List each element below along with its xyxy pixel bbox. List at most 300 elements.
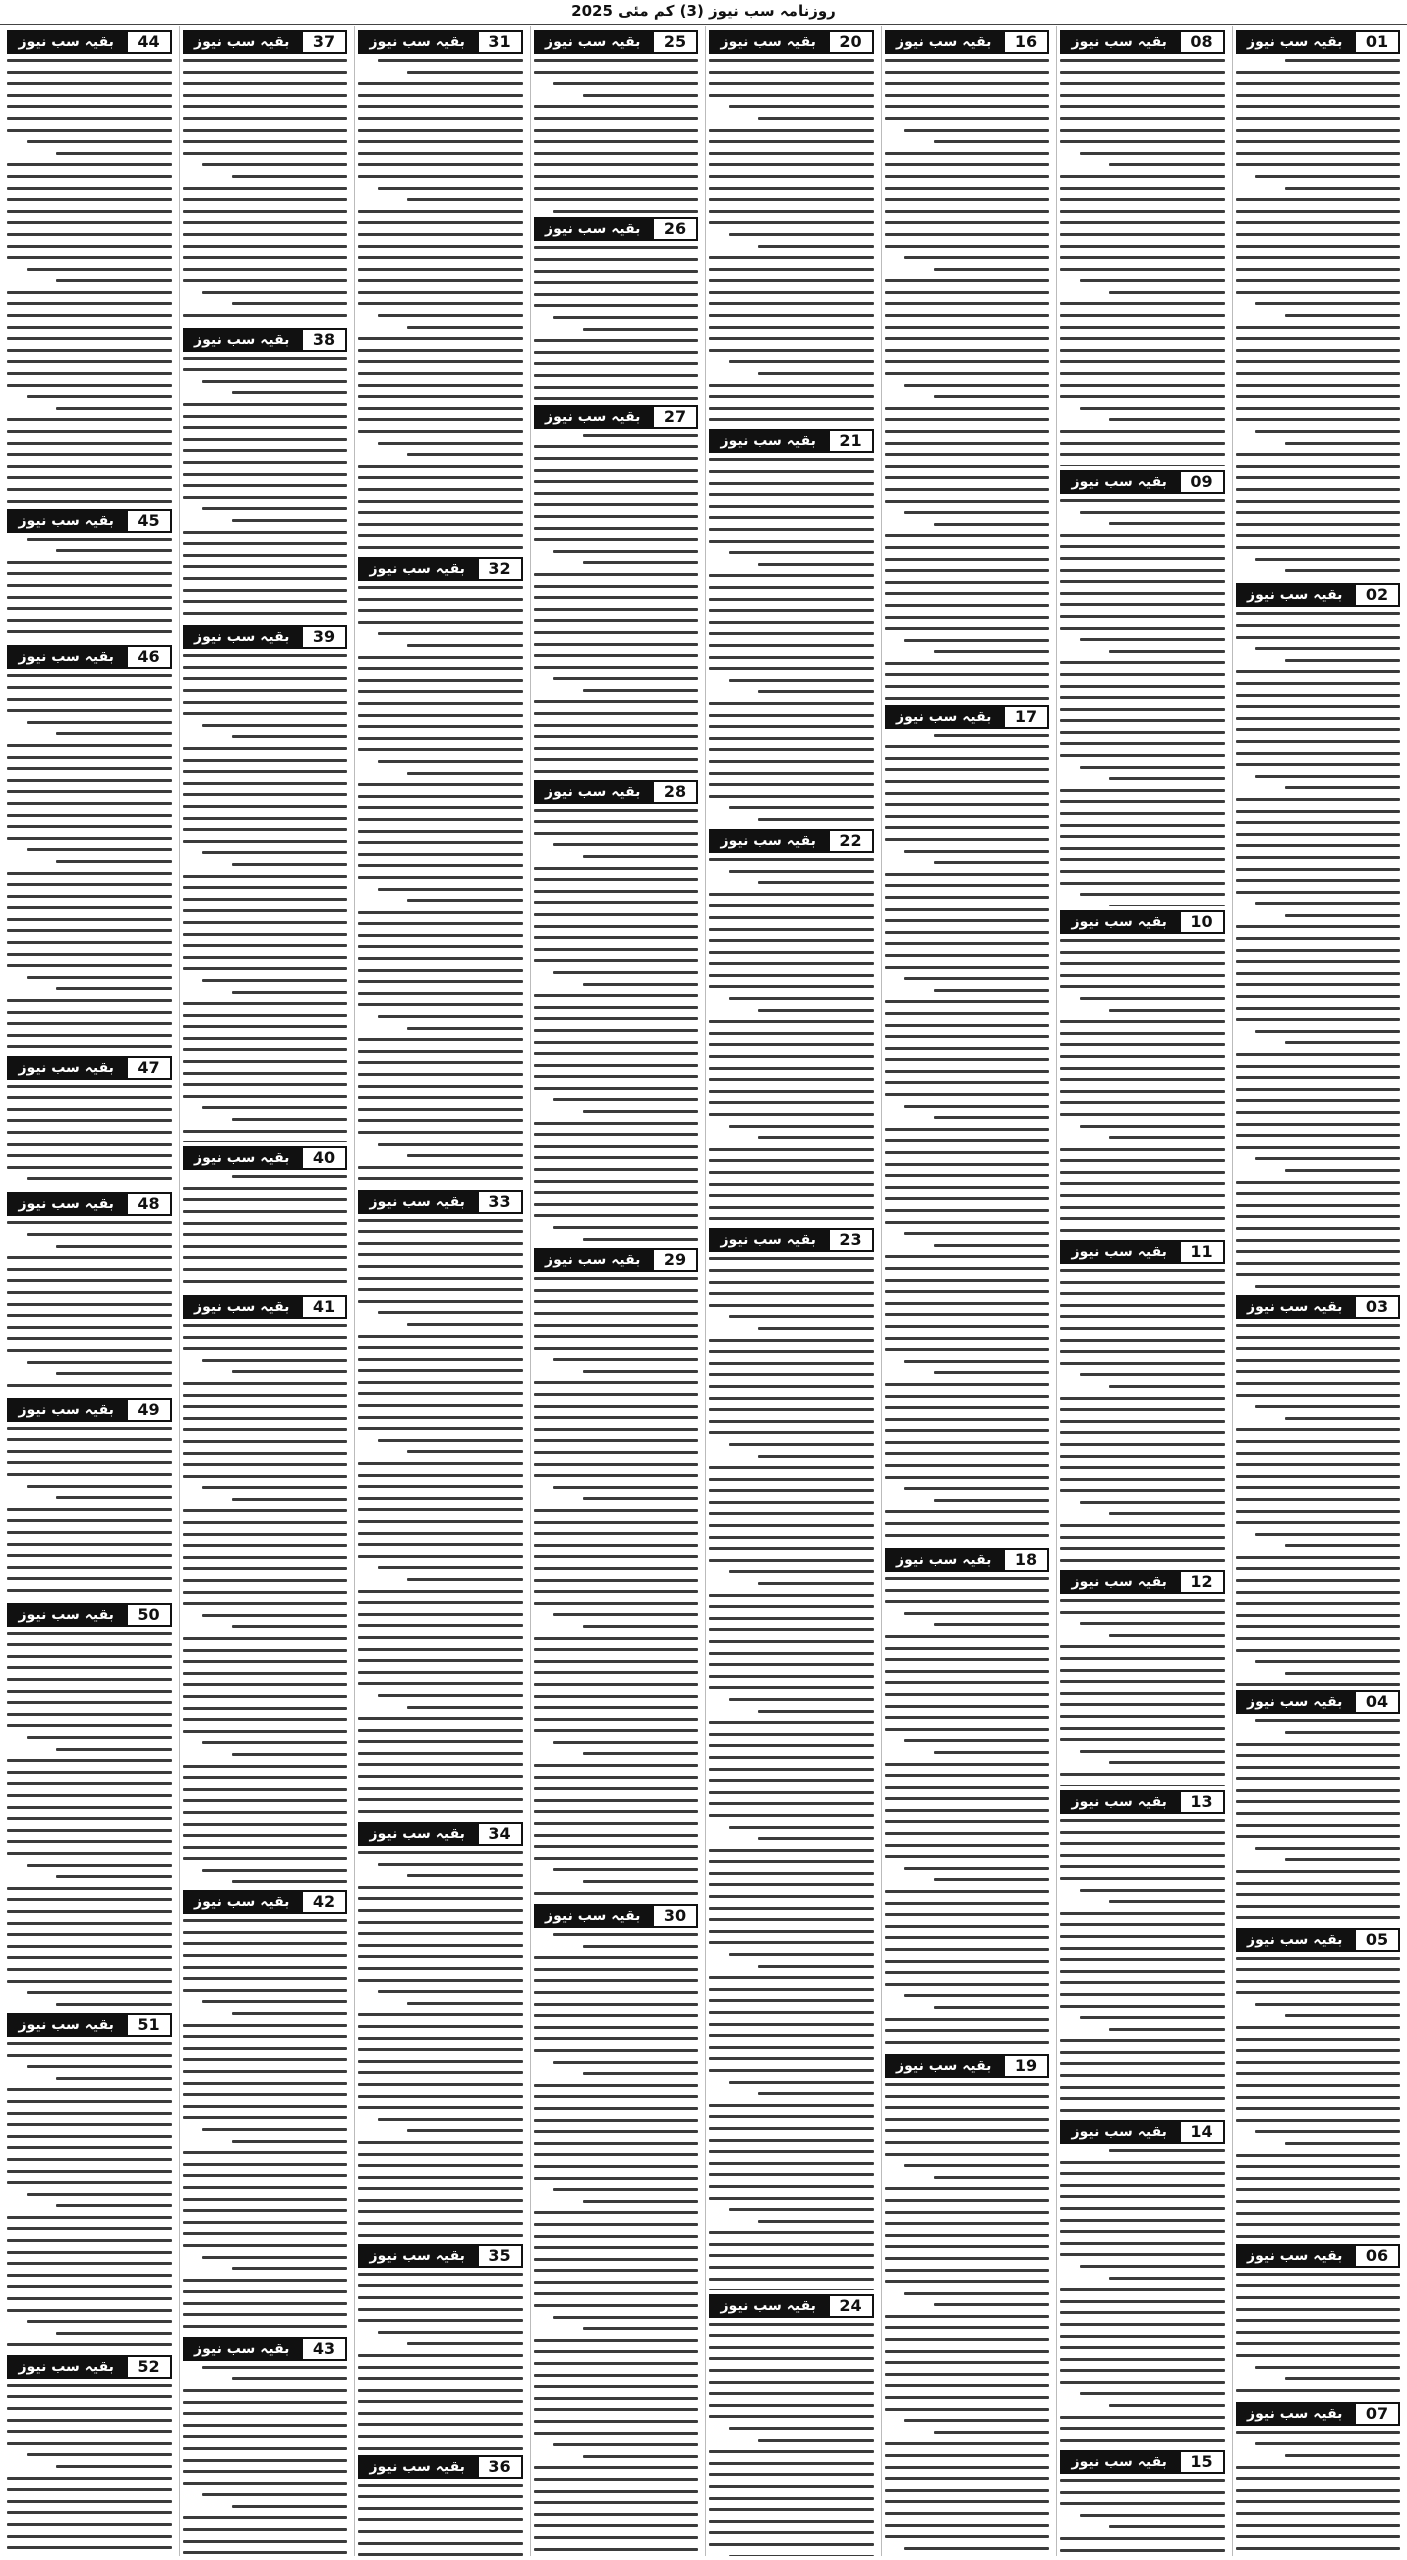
text-line <box>232 1175 347 1178</box>
column-5 <box>530 26 702 2556</box>
text-line <box>183 1245 348 1248</box>
text-line <box>885 1383 1050 1386</box>
text-line <box>709 621 874 624</box>
text-line <box>183 1233 348 1236</box>
text-line <box>885 1163 1050 1166</box>
text-line <box>358 1979 523 1982</box>
text-line <box>709 1385 874 1388</box>
text-line <box>1060 1182 1225 1185</box>
text-line <box>1236 2038 1401 2041</box>
text-line <box>534 1834 699 1837</box>
text-line <box>358 1073 523 1076</box>
text-line <box>1255 302 1400 305</box>
text-line <box>1236 1766 1401 1769</box>
text-line <box>709 1791 874 1794</box>
text-line <box>358 2518 523 2521</box>
text-line <box>709 2243 874 2246</box>
text-line <box>885 745 1050 748</box>
text-line <box>534 258 699 261</box>
text-line <box>232 991 347 994</box>
text-line <box>885 1774 1050 1777</box>
text-line <box>358 465 523 468</box>
text-line <box>358 476 523 479</box>
text-line <box>709 1350 874 1353</box>
text-line <box>709 1408 874 1411</box>
text-line <box>1060 314 1225 317</box>
text-line <box>1236 1812 1401 1815</box>
text-line <box>1236 1579 1401 1582</box>
text-line <box>885 2442 1050 2445</box>
text-line <box>904 1739 1049 1742</box>
text-line <box>1060 2109 1225 2112</box>
continuation-label: بقیہ سب نیوز <box>1060 2450 1179 2474</box>
text-line <box>1080 152 1225 155</box>
text-line <box>1060 2416 1225 2419</box>
text-line <box>885 210 1050 213</box>
body-text <box>885 57 1050 701</box>
continuation-block-17 <box>885 701 1050 1544</box>
text-line <box>358 2366 523 2369</box>
text-line <box>358 992 523 995</box>
text-line <box>232 1118 347 1121</box>
text-line <box>885 2257 1050 2260</box>
text-line <box>534 1416 699 1419</box>
text-line <box>1236 291 1401 294</box>
text-line <box>534 770 699 773</box>
text-line <box>358 1601 523 1604</box>
text-line <box>534 2153 699 2156</box>
text-line <box>358 175 523 178</box>
text-line <box>729 806 874 809</box>
text-line <box>358 407 523 410</box>
text-line <box>934 268 1049 271</box>
text-line <box>407 326 522 329</box>
text-line <box>1080 2016 1225 2019</box>
text-line <box>885 1012 1050 1015</box>
continuation-number: 02 <box>1354 583 1400 607</box>
text-line <box>358 2296 523 2299</box>
text-line <box>709 2185 874 2188</box>
text-line <box>358 523 523 526</box>
text-line <box>709 2115 874 2118</box>
text-line <box>1236 2431 1401 2434</box>
body-text <box>183 1173 348 1291</box>
text-line <box>1109 1634 1224 1637</box>
continuation-number: 06 <box>1354 2244 1400 2268</box>
text-line <box>583 2327 698 2330</box>
continuation-header <box>1236 30 1401 54</box>
text-line <box>1060 939 1225 942</box>
text-line <box>934 2176 1049 2179</box>
text-line <box>709 1988 874 1991</box>
continuation-number: 17 <box>1003 705 1049 729</box>
text-line <box>1236 1134 1401 1137</box>
text-line <box>709 2450 874 2453</box>
text-line <box>934 734 1049 737</box>
text-line <box>885 1948 1050 1951</box>
text-line <box>183 279 348 282</box>
text-line <box>709 407 874 410</box>
text-line <box>709 985 874 988</box>
text-line <box>885 1151 1050 1154</box>
continuation-label: بقیہ سب نیوز <box>1060 2120 1179 2144</box>
text-line <box>183 1025 348 1028</box>
text-line <box>934 140 1049 143</box>
text-line <box>358 210 523 213</box>
text-line <box>553 1226 698 1229</box>
text-line <box>1255 558 1400 561</box>
text-line <box>904 977 1049 980</box>
text-line <box>1236 2165 1401 2168</box>
continuation-header <box>358 1190 523 1214</box>
text-line <box>1236 221 1401 224</box>
continuation-header <box>1060 30 1225 54</box>
text-line <box>534 724 699 727</box>
text-line <box>1060 1466 1225 1469</box>
text-line <box>1109 418 1224 421</box>
text-line <box>358 957 523 960</box>
text-line <box>358 2354 523 2357</box>
text-line <box>534 1393 699 1396</box>
text-line <box>534 515 699 518</box>
text-line <box>534 1857 699 1860</box>
continuation-number: 18 <box>1003 1548 1049 1572</box>
text-line <box>1060 1159 1225 1162</box>
continuation-block-21 <box>709 425 874 824</box>
text-line <box>709 2173 874 2176</box>
text-line <box>534 2211 699 2214</box>
text-line <box>534 2374 699 2377</box>
text-line <box>885 1429 1050 1432</box>
text-line <box>534 198 699 201</box>
text-line <box>934 1751 1049 1754</box>
text-line <box>709 337 874 340</box>
text-line <box>709 1652 874 1655</box>
continuation-header <box>534 780 699 804</box>
text-line <box>534 1156 699 1159</box>
text-line <box>358 360 523 363</box>
text-line <box>1236 465 1401 468</box>
text-line <box>904 384 1049 387</box>
text-line <box>885 2361 1050 2364</box>
text-line <box>534 1968 699 1971</box>
text-line <box>1236 407 1401 410</box>
text-line <box>1236 752 1401 755</box>
text-line <box>534 700 699 703</box>
text-line <box>729 2081 874 2084</box>
text-line <box>709 1941 874 1944</box>
body-text <box>183 652 348 1142</box>
text-line <box>1285 1544 1400 1547</box>
continuation-label: بقیہ سب نیوز <box>1236 30 1355 54</box>
text-line <box>534 1075 699 1078</box>
text-line <box>1236 937 1401 940</box>
text-line <box>1060 2230 1225 2233</box>
text-line <box>1060 2491 1225 2494</box>
continuation-label: بقیہ سب نیوز <box>1060 1570 1179 1594</box>
text-line <box>534 2432 699 2435</box>
text-line <box>904 2164 1049 2167</box>
text-line <box>709 2485 874 2488</box>
text-line <box>885 453 1050 456</box>
continuation-header <box>183 625 348 649</box>
text-line <box>885 152 1050 155</box>
text-line <box>407 198 522 201</box>
text-line <box>709 2023 874 2026</box>
text-line <box>904 850 1049 853</box>
text-line <box>885 780 1050 783</box>
body-text <box>358 584 523 1186</box>
text-line <box>885 372 1050 375</box>
body-text <box>1060 2477 1225 2556</box>
text-line <box>709 1269 874 1272</box>
text-line <box>183 1187 348 1190</box>
text-line <box>709 772 874 775</box>
text-line <box>1236 1192 1401 1195</box>
text-line <box>534 2014 699 2017</box>
text-line <box>709 2057 874 2060</box>
text-line <box>1236 198 1401 201</box>
text-line <box>1060 2311 1225 2314</box>
text-line <box>1236 1099 1401 1102</box>
text-line <box>885 757 1050 760</box>
text-line <box>885 1936 1050 1939</box>
text-line <box>183 187 348 190</box>
text-line <box>358 795 523 798</box>
text-line <box>934 650 1049 653</box>
text-line <box>183 221 348 224</box>
text-line <box>1060 499 1225 502</box>
text-line <box>358 1096 523 1099</box>
text-line <box>709 268 874 271</box>
continuation-label: بقیہ سب نیوز <box>358 557 477 581</box>
text-line <box>885 1670 1050 1673</box>
text-line <box>358 2095 523 2098</box>
text-line <box>358 1427 523 1430</box>
text-line <box>885 2106 1050 2109</box>
text-line <box>729 105 874 108</box>
text-line <box>534 2524 699 2527</box>
text-line <box>1236 2273 1401 2276</box>
text-line <box>1060 1020 1225 1023</box>
text-line <box>1236 129 1401 132</box>
text-line <box>729 1698 874 1701</box>
text-line <box>534 1822 699 1825</box>
text-line <box>183 933 348 936</box>
text-line <box>1060 1478 1225 1481</box>
continuation-label: بقیہ سب نیوز <box>1060 910 1179 934</box>
text-line <box>1060 580 1225 583</box>
text-line <box>709 1397 874 1400</box>
text-line <box>534 619 699 622</box>
continuation-number: 35 <box>477 2244 523 2268</box>
text-line <box>709 140 874 143</box>
continuation-header <box>1060 1240 1225 1264</box>
text-line <box>534 374 699 377</box>
text-line <box>183 654 348 657</box>
text-line <box>1236 636 1401 639</box>
text-line <box>183 805 348 808</box>
continuation-header <box>1060 1790 1225 1814</box>
text-line <box>729 870 874 873</box>
text-line <box>1060 742 1225 745</box>
text-line <box>709 2473 874 2476</box>
text-line <box>885 2396 1050 2399</box>
text-line <box>709 1055 874 1058</box>
text-line <box>407 1027 522 1030</box>
text-line <box>1236 821 1401 824</box>
continuation-number: 01 <box>1354 30 1400 54</box>
text-line <box>358 1671 523 1674</box>
text-line <box>183 747 348 750</box>
continuation-label: بقیہ سب نیوز <box>534 405 653 429</box>
text-line <box>534 71 699 74</box>
text-line <box>1236 1510 1401 1513</box>
text-line <box>1236 233 1401 236</box>
continuation-header <box>534 1904 699 1928</box>
continuation-number: 36 <box>477 2455 523 2479</box>
text-line <box>583 1238 698 1241</box>
text-line <box>358 372 523 375</box>
text-line <box>1060 2537 1225 2540</box>
text-line <box>183 1222 348 1225</box>
text-line <box>885 966 1050 969</box>
text-line <box>885 1221 1050 1224</box>
continuation-number: 13 <box>1179 1790 1225 1814</box>
text-line <box>1060 1935 1225 1938</box>
text-line <box>1060 2074 1225 2077</box>
text-line <box>1236 694 1401 697</box>
text-line <box>358 2447 523 2450</box>
text-line <box>885 826 1050 829</box>
text-line <box>183 256 348 259</box>
text-line <box>534 1029 699 1032</box>
text-line <box>885 1902 1050 1905</box>
text-line <box>534 1381 699 1384</box>
continuation-number: 16 <box>1003 30 1049 54</box>
text-line <box>709 2069 874 2072</box>
text-line <box>1236 1649 1401 1652</box>
text-line <box>709 609 874 612</box>
text-line <box>709 1362 874 1365</box>
text-line <box>709 302 874 305</box>
text-line <box>1080 407 1225 410</box>
text-line <box>709 1976 874 1979</box>
text-line <box>729 1953 874 1956</box>
continuation-header <box>358 2455 523 2479</box>
text-line <box>1236 453 1401 456</box>
text-line <box>729 1315 874 1318</box>
text-line <box>1080 893 1225 896</box>
text-line <box>1060 962 1225 965</box>
text-line <box>709 1431 874 1434</box>
column-3 <box>881 26 1053 2556</box>
text-line <box>885 1728 1050 1731</box>
text-line <box>183 542 348 545</box>
text-line <box>1060 1923 1225 1926</box>
text-line <box>1060 858 1225 861</box>
text-line <box>1236 395 1401 398</box>
text-line <box>885 2373 1050 2376</box>
text-line <box>1060 2549 1225 2552</box>
text-line <box>709 163 874 166</box>
continuation-header <box>1060 910 1225 934</box>
text-line <box>885 430 1050 433</box>
text-line <box>1255 1533 1400 1536</box>
text-line <box>202 507 347 510</box>
continuation-header <box>709 429 874 453</box>
text-line <box>183 677 348 680</box>
text-line <box>534 2339 699 2342</box>
text-line <box>534 281 699 284</box>
text-line <box>729 679 874 682</box>
text-line <box>358 2435 523 2438</box>
text-line <box>1236 1204 1401 1207</box>
text-line <box>534 1428 699 1431</box>
text-line <box>1060 1599 1225 1602</box>
text-line <box>1060 2195 1225 2198</box>
continuation-block-29 <box>534 1244 699 1900</box>
text-line <box>358 140 523 143</box>
text-line <box>358 291 523 294</box>
text-line <box>1060 1536 1225 1539</box>
text-line <box>709 1420 874 1423</box>
text-line <box>358 1682 523 1685</box>
text-line <box>1060 870 1225 873</box>
text-line <box>1060 1206 1225 1209</box>
text-line <box>553 2443 698 2446</box>
text-line <box>1236 1905 1401 1908</box>
text-line <box>183 701 348 704</box>
text-line <box>202 291 347 294</box>
text-line <box>709 1814 874 1817</box>
continuation-block-23 <box>709 1224 874 2289</box>
text-line <box>729 2427 874 2430</box>
text-line <box>378 2118 523 2121</box>
text-line <box>1236 1359 1401 1362</box>
text-line <box>358 2048 523 2051</box>
text-line <box>1109 1512 1224 1515</box>
text-line <box>885 1209 1050 1212</box>
text-line <box>202 163 347 166</box>
text-line <box>758 1965 873 1968</box>
text-line <box>407 772 522 775</box>
text-line <box>534 2548 699 2551</box>
text-line <box>1060 337 1225 340</box>
text-line <box>709 2508 874 2511</box>
text-line <box>358 1520 523 1523</box>
continuation-number: 25 <box>652 30 698 54</box>
text-line <box>534 1602 699 1605</box>
continuation-label: بقیہ سب نیوز <box>534 30 653 54</box>
text-line <box>534 1810 699 1813</box>
text-line <box>1060 1443 1225 1446</box>
text-line <box>729 2555 874 2556</box>
text-line <box>1236 500 1401 503</box>
text-line <box>358 2495 523 2498</box>
text-line <box>1236 418 1401 421</box>
text-line <box>1236 1227 1401 1230</box>
text-line <box>885 546 1050 549</box>
text-line <box>183 944 348 947</box>
text-line <box>232 863 347 866</box>
text-line <box>885 279 1050 282</box>
text-line <box>934 523 1049 526</box>
body-text <box>1236 57 1401 579</box>
column-7 <box>179 26 351 2556</box>
text-line <box>1060 1431 1225 1434</box>
text-line <box>1236 1452 1401 1455</box>
